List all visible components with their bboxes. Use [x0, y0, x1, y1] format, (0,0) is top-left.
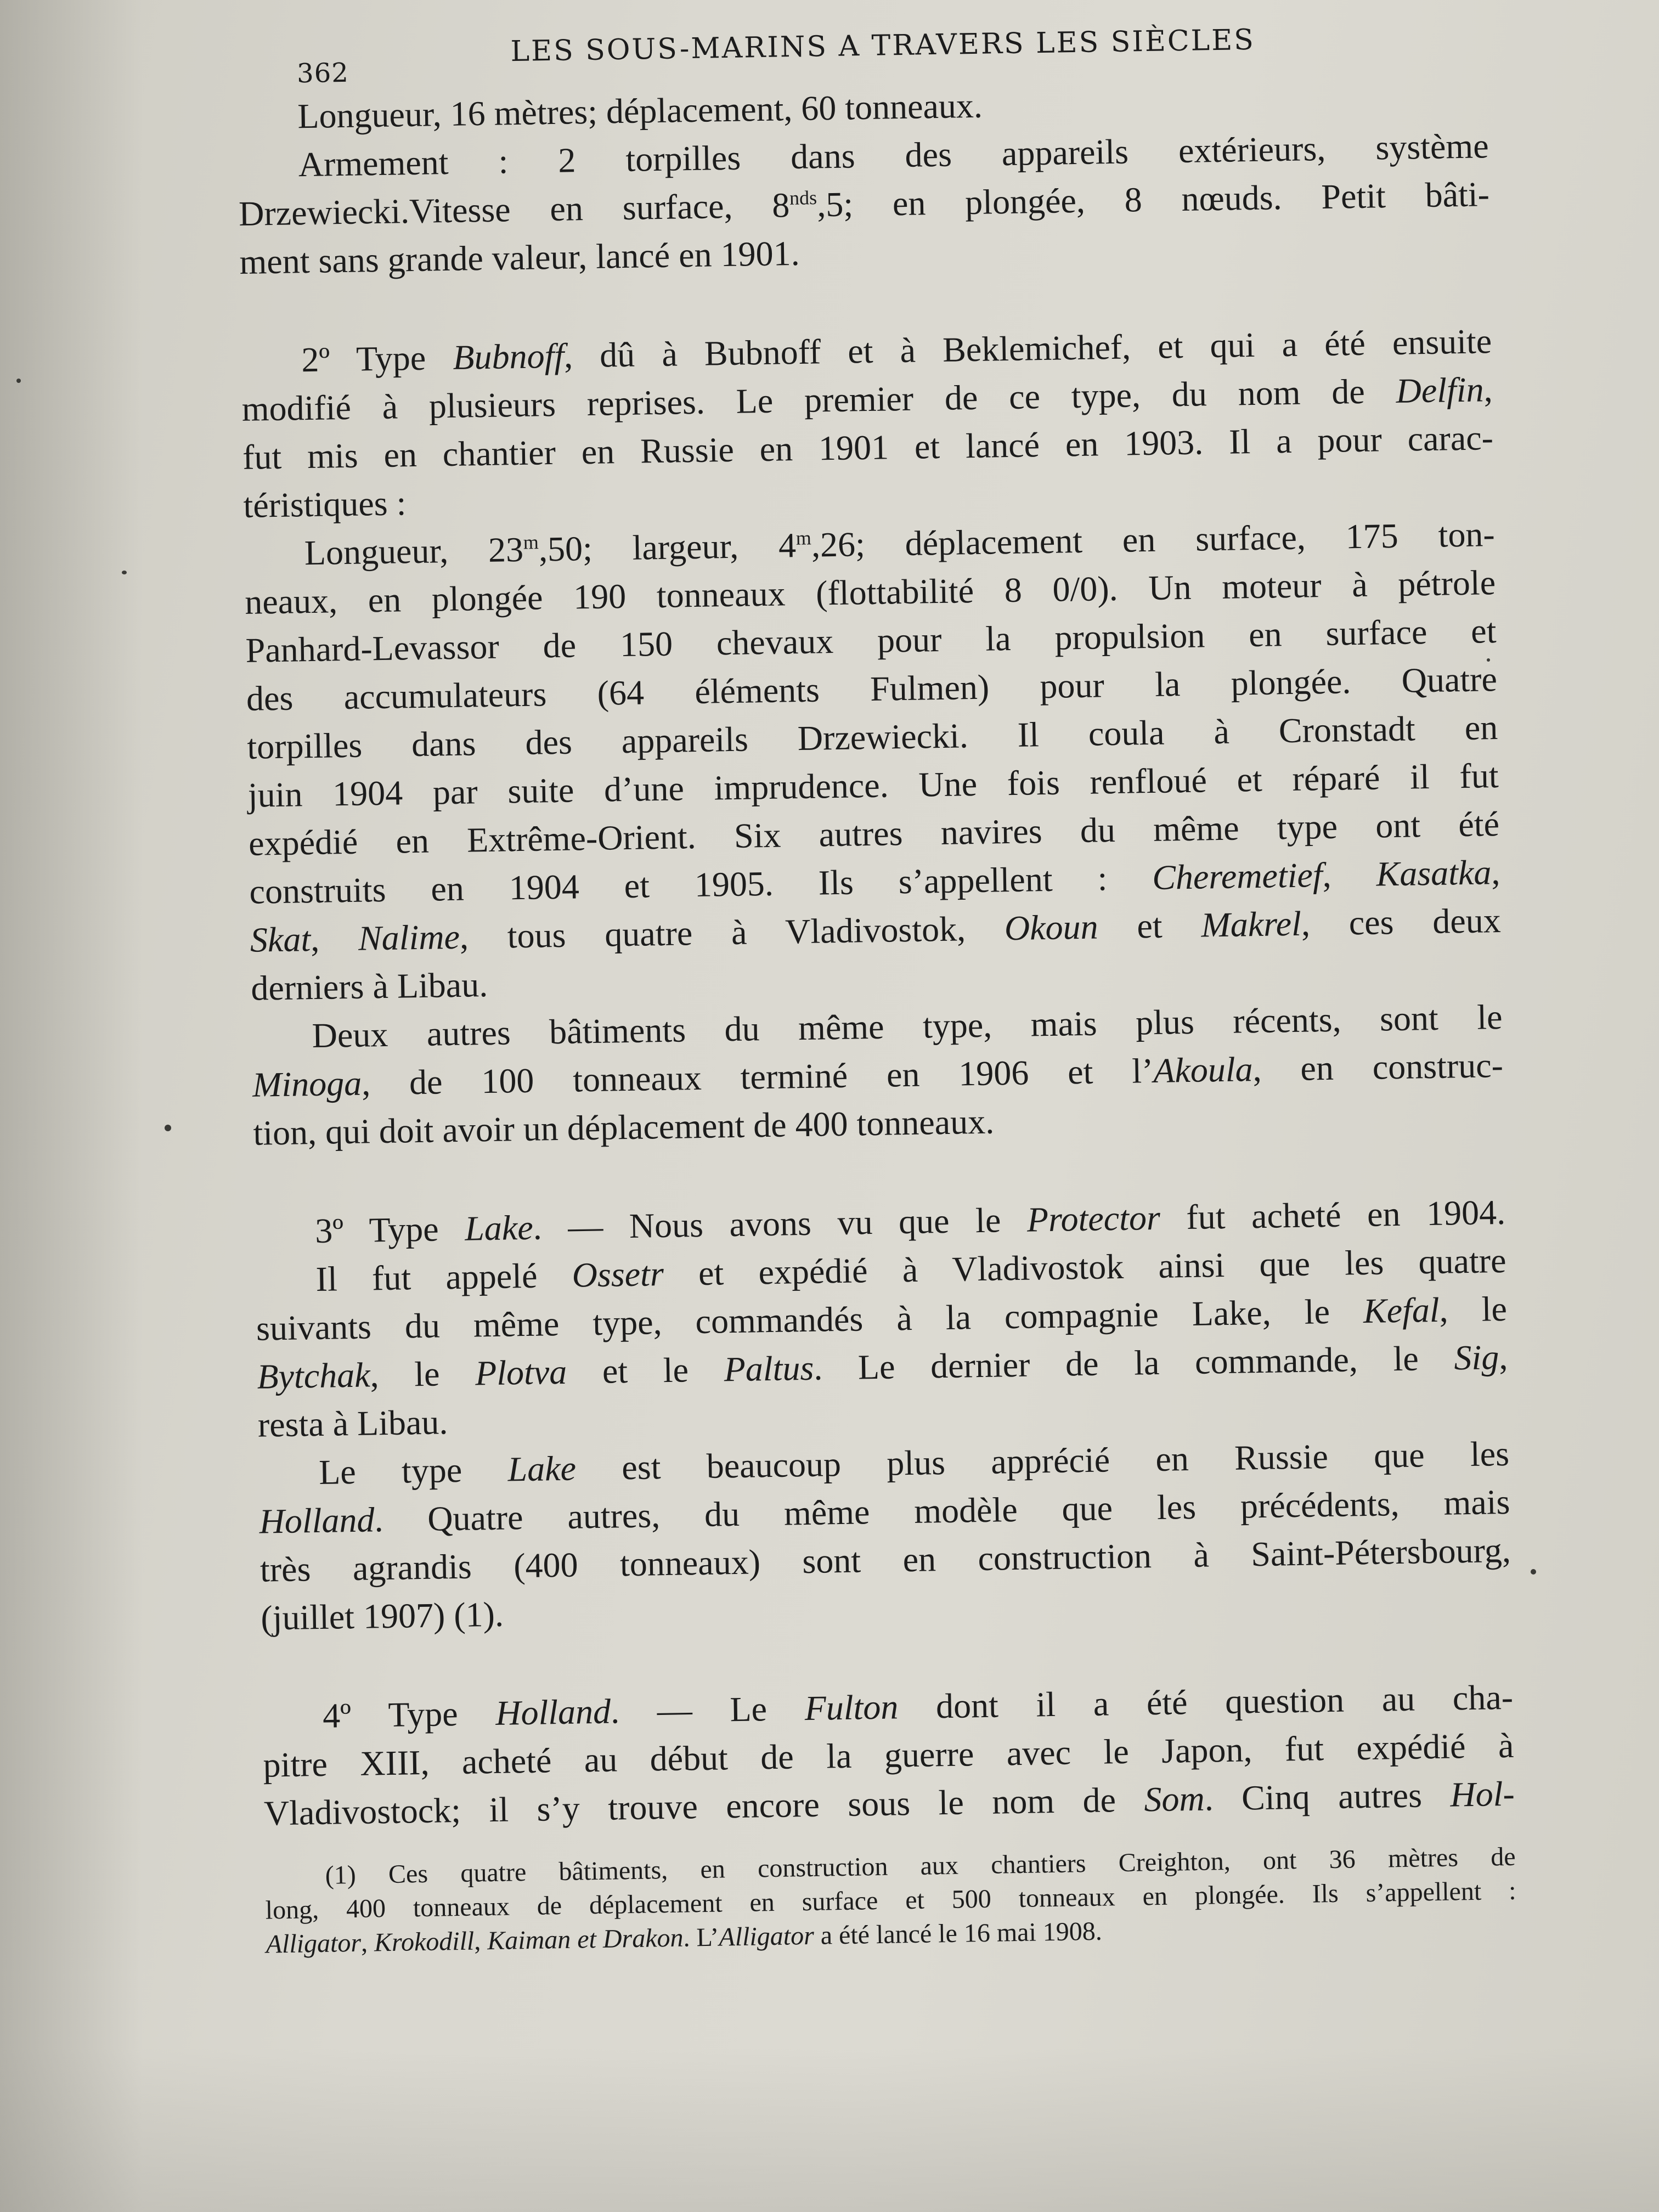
- italic-run: Bubnoff: [452, 336, 565, 377]
- text-run: fut mis en chantier en Russie en 1901 et lancé en 1903. Il a pour carac-: [242, 418, 1494, 477]
- paper-speck: [1531, 1569, 1536, 1575]
- italic-run: Delfin: [1395, 370, 1485, 410]
- page-shadow-bottom: [0, 2047, 1659, 2212]
- text-run: (1) Ces quatre bâtiments, en construction aux chantiers Creighton, ont 36 mètres de: [325, 1842, 1516, 1890]
- text-run: ,5; en plongée, 8 nœuds. Petit bâti-: [816, 174, 1490, 224]
- text-run: est beaucoup plus apprécié en Russie que les: [575, 1434, 1510, 1488]
- text-run: (juillet 1907) (1).: [260, 1594, 504, 1638]
- paper-speck: [122, 571, 127, 574]
- text-run: Longueur, 23: [304, 529, 524, 573]
- text-run: . Cinq autres: [1204, 1775, 1451, 1818]
- text-run: , le: [1439, 1289, 1508, 1329]
- text-run: très agrandis (400 tonneaux) sont en construction à Saint-Pétersbourg,: [259, 1530, 1511, 1589]
- italic-run: Skat: [250, 919, 311, 960]
- text-run: torpilles dans des appareils Drzewiecki. Il coula à Cronstadt en: [246, 708, 1498, 766]
- text-run: et le: [566, 1350, 725, 1391]
- paper-speck: [165, 1125, 171, 1131]
- text-run: neaux, en plongée 190 tonneaux (flottabilité 8 0/0). Un moteur à pétrole: [244, 563, 1496, 622]
- text-run: fut acheté en 1904.: [1160, 1192, 1506, 1237]
- text-run: Panhard-Levassor de 150 chevaux pour la propulsion en surface et: [245, 611, 1497, 670]
- text-run: . — Le: [610, 1689, 805, 1731]
- superscript: m: [795, 527, 812, 549]
- italic-run: Paltus: [724, 1348, 814, 1389]
- italic-run: Cheremetief: [1152, 855, 1323, 897]
- text-run: ,26; déplacement en surface, 175 ton-: [811, 515, 1496, 565]
- italic-run: Bytchak: [256, 1355, 371, 1396]
- text-run: 3º Type: [314, 1209, 465, 1250]
- text-run: derniers à Libau.: [250, 965, 488, 1008]
- text-run: dont il a été question au cha-: [898, 1677, 1514, 1726]
- text-run: Deux autres bâtiments du même type, mais plus récents, sont le: [312, 997, 1503, 1056]
- italic-run: Alligator: [266, 1928, 362, 1959]
- text-run: . — Nous avons vu que le: [533, 1200, 1028, 1247]
- italic-run: Krokodill: [374, 1926, 475, 1957]
- italic-run: Akoula: [1153, 1049, 1254, 1090]
- text-run: . Le dernier de la commande, le: [813, 1338, 1455, 1387]
- text-run: pitre XIII, acheté au début de la guerre avec le Japon, fut expédié à: [263, 1725, 1514, 1785]
- text-run: ,: [1483, 370, 1493, 409]
- italic-run: Sig: [1453, 1338, 1499, 1378]
- text-run: ment sans grande valeur, lancé en 1901.: [239, 233, 800, 281]
- italic-run: Nalime: [358, 917, 460, 958]
- text-run: long, 400 tonneaux de déplacement en surface et 500 tonneaux en plongée. Ils s’appellent :: [265, 1876, 1516, 1925]
- superscript: m: [523, 531, 539, 554]
- text-run: , en construc-: [1252, 1045, 1504, 1089]
- text-run: Le type: [318, 1449, 509, 1492]
- text-run: 4º Type: [322, 1693, 496, 1735]
- italic-run: Protector: [1026, 1198, 1161, 1239]
- text-run: Longueur, 16 mètres; déplacement, 60 tonneaux.: [297, 86, 983, 136]
- running-title: LES SOUS-MARINS A TRAVERS LES SIÈCLES: [510, 23, 1256, 69]
- italic-run: Okoun: [1004, 907, 1099, 948]
- text-run: Vladivostock; il s’y trouve encore sous le nom de: [263, 1780, 1144, 1833]
- text-run: et expédié à Vladivostok ainsi que les quatre: [663, 1240, 1506, 1294]
- text-run: , tous quatre à Vladivostok,: [459, 909, 1005, 956]
- text-run: , ces deux: [1301, 900, 1502, 943]
- italic-run: Holland: [259, 1500, 375, 1541]
- text-run: expédié en Extrême-Orient. Six autres navires du même type ont été: [248, 804, 1500, 863]
- italic-run: Lake: [507, 1448, 577, 1489]
- text-run: , dû à Bubnoff et à Beklemichef, et qui a été ensuite: [563, 321, 1492, 375]
- text-run: construits en 1904 et 1905. Ils s’appellent :: [249, 857, 1153, 911]
- text-run: . L’: [683, 1922, 719, 1953]
- italic-run: Kefal: [1363, 1290, 1440, 1331]
- text-run: Il fut appelé: [315, 1255, 573, 1299]
- text-run: ,: [473, 1926, 488, 1956]
- italic-run: Hol-: [1449, 1774, 1515, 1814]
- text-run: modifié à plusieurs reprises. Le premier de ce type, du nom de: [241, 371, 1397, 428]
- italic-run: Holland: [495, 1691, 611, 1733]
- text-run: Drzewiecki.Vitesse en surface, 8: [238, 185, 790, 233]
- text-run: , le: [369, 1353, 476, 1395]
- italic-run: Ossetr: [572, 1254, 664, 1295]
- italic-run: Kaiman et Drakon: [487, 1923, 684, 1956]
- italic-run: Lake: [464, 1207, 534, 1248]
- italic-run: Plotva: [475, 1352, 567, 1393]
- text-run: . Quatre autres, du même modèle que les précédents, mais: [374, 1482, 1510, 1539]
- text-run: a été lancé le 16 mai 1908.: [814, 1916, 1103, 1950]
- text-run: ,: [1498, 1337, 1508, 1377]
- superscript: nds: [789, 187, 817, 209]
- text-run: ,: [1322, 854, 1377, 895]
- text-run: suivants du même type, commandés à la compagnie Lake, le: [256, 1291, 1364, 1348]
- italic-run: Minoga: [252, 1063, 362, 1104]
- paper-speck: [16, 379, 21, 383]
- text-run: ,: [1491, 852, 1500, 892]
- text-run: ,: [360, 1928, 375, 1957]
- text-run: , de 100 tonneaux terminé en 1906 et l’: [361, 1051, 1154, 1103]
- text-run: téristiques :: [242, 483, 407, 525]
- text-run: tion, qui doit avoir un déplacement de 400 tonneaux.: [252, 1102, 995, 1153]
- page-content: [236, 13, 1517, 1961]
- text-run: ,: [310, 918, 359, 959]
- text-run: ,50; largeur, 4: [538, 526, 797, 569]
- text-run: et: [1097, 905, 1202, 946]
- text-run: juin 1904 par suite d’une imprudence. Une fois renfloué et réparé il fut: [247, 756, 1499, 815]
- text-run: des accumulateurs (64 éléments Fulmen) pour la plongée. Quatre: [246, 659, 1498, 718]
- body-text: [237, 74, 1515, 1837]
- italic-run: Alligator: [719, 1921, 815, 1952]
- text-run: 2º Type: [301, 337, 453, 380]
- text-run: Armement : 2 torpilles dans des appareils extérieurs, système: [298, 126, 1489, 184]
- italic-run: Som: [1143, 1779, 1205, 1819]
- italic-run: Fulton: [804, 1687, 899, 1728]
- page-number: 362: [296, 57, 349, 89]
- footnote: [264, 1840, 1517, 1962]
- italic-run: Kasatka: [1376, 853, 1492, 894]
- text-run: resta à Libau.: [257, 1402, 448, 1444]
- page-shadow: [0, 0, 143, 2212]
- italic-run: Makrel: [1200, 904, 1302, 945]
